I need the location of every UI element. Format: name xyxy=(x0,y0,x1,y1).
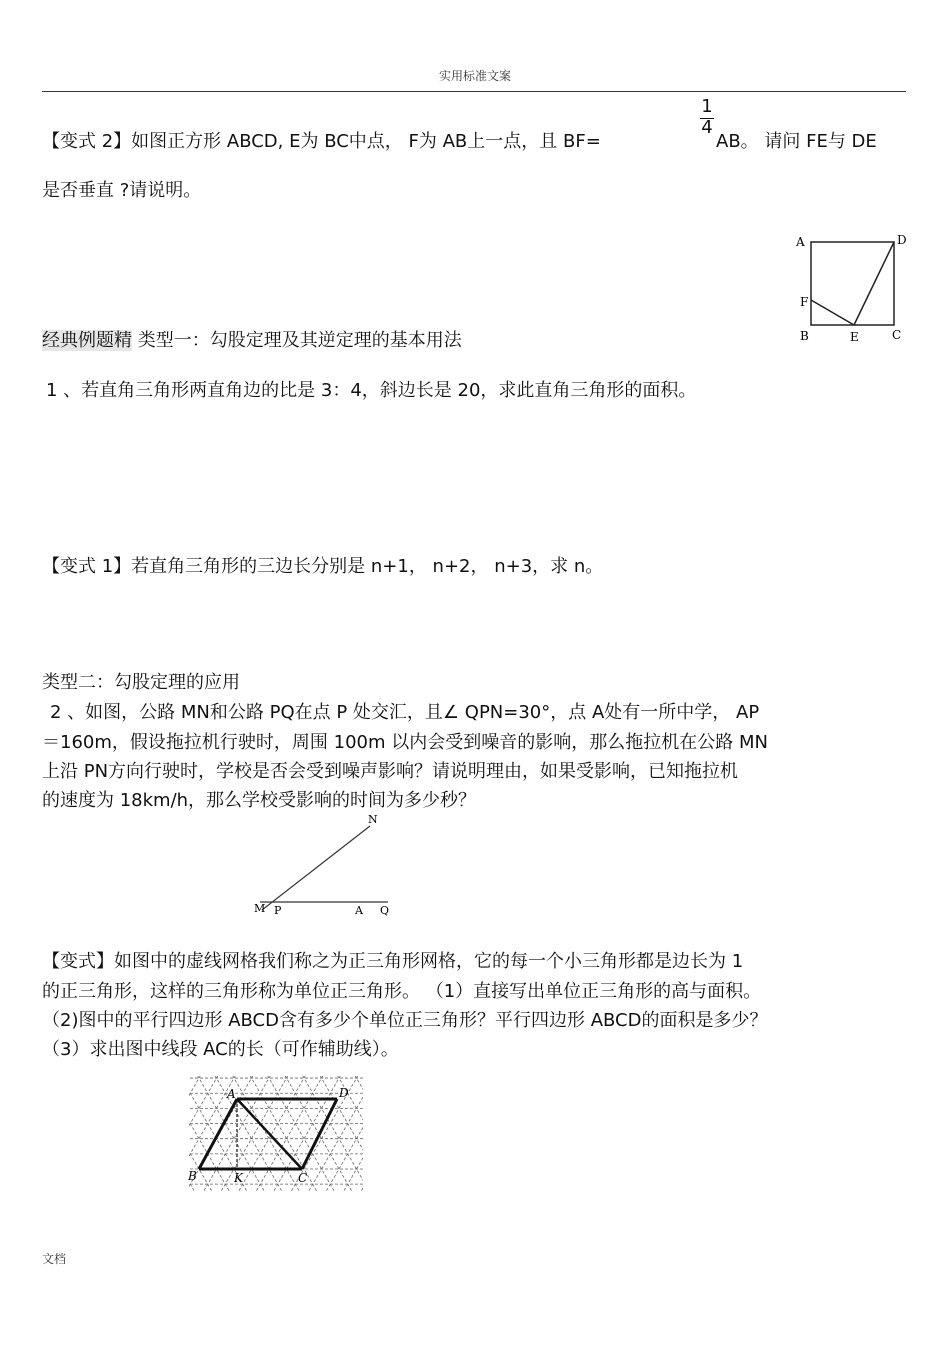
label-f: F xyxy=(800,295,809,309)
question2-line1: 2 、如图，公路 MN和公路 PQ在点 P 处交汇，且∠ QPN=30°，点 A处有一所中学， AP xyxy=(50,702,760,723)
question2-line2: ＝160m，假设拖拉机行驶时，周围 100m 以内会受到噪音的影响，那么拖拉机在公路 MN xyxy=(42,732,768,753)
section1-heading-rest: 类型一：勾股定理及其逆定理的基本用法 xyxy=(137,330,462,351)
label-p: P xyxy=(274,904,282,917)
label-b: B xyxy=(800,329,809,343)
page-footer: 文档 xyxy=(42,1252,67,1266)
road-mn xyxy=(262,826,370,910)
section1-heading-highlight: 经典例题精 xyxy=(42,330,132,351)
label-d: D xyxy=(897,233,907,247)
road-figure xyxy=(248,810,398,920)
variant2-line2: 是否垂直 ?请说明。 xyxy=(42,180,202,201)
header-rule xyxy=(42,91,906,92)
label-m: M xyxy=(254,902,266,915)
label-c: C xyxy=(298,1171,308,1185)
section2-heading: 类型二：勾股定理的应用 xyxy=(42,672,240,693)
question2-line4: 的速度为 18km/h，那么学校受影响的时间为多少秒？ xyxy=(42,790,477,811)
fraction-one-quarter xyxy=(700,98,714,137)
question1: 1 、若直角三角形两直角边的比是 3：4，斜边长是 20，求此直角三角形的面积。 xyxy=(46,380,697,401)
label-b: B xyxy=(188,1169,197,1183)
variant3-line1: 【变式】如图中的虚线网格我们称之为正三角形网格，它的每一个小三角形都是边长为 1 xyxy=(42,951,744,972)
variant2-line1-b: AB。 请问 FE与 DE xyxy=(716,131,877,152)
label-a: A xyxy=(227,1087,236,1101)
variant3-line2: 的正三角形，这样的三角形称为单位正三角形。 （1）直接写出单位正三角形的高与面积。 xyxy=(42,981,762,1002)
variant3-line3: （2)图中的平行四边形 ABCD含有多少个单位正三角形？平行四边形 ABCD的面积是多少？ xyxy=(42,1010,768,1031)
segment-ac xyxy=(237,1099,302,1169)
variant1: 【变式 1】若直角三角形的三边长分别是 n+1， n+2， n+3，求 n。 xyxy=(42,556,604,577)
fraction-denominator: 4 xyxy=(701,117,713,138)
label-q: Q xyxy=(380,904,390,917)
fraction-numerator: 1 xyxy=(701,96,713,117)
segment-de xyxy=(854,242,894,325)
edge-dc xyxy=(302,1099,337,1169)
label-a: A xyxy=(796,235,805,249)
triangle-grid-figure xyxy=(185,1072,367,1198)
label-n: N xyxy=(368,813,378,826)
variant2-line1-a: 【变式 2】如图正方形 ABCD, E为 BC中点， F为 AB上一点，且 BF= xyxy=(42,131,601,152)
square-figure xyxy=(790,228,915,350)
label-e: E xyxy=(850,330,859,344)
question2-line3: 上沿 PN方向行驶时，学校是否会受到噪声影响？请说明理由，如果受影响，已知拖拉机 xyxy=(42,761,739,782)
square-abcd xyxy=(811,242,894,325)
segment-fe xyxy=(811,300,854,325)
label-c: C xyxy=(892,328,902,342)
label-a: A xyxy=(355,904,363,917)
section1-heading xyxy=(42,330,462,352)
label-k: K xyxy=(234,1171,243,1185)
variant3-line4: （3）求出图中线段 AC的长（可作辅助线）。 xyxy=(42,1039,399,1060)
label-d: D xyxy=(339,1086,349,1100)
page-header: 实用标准文案 xyxy=(438,69,511,83)
